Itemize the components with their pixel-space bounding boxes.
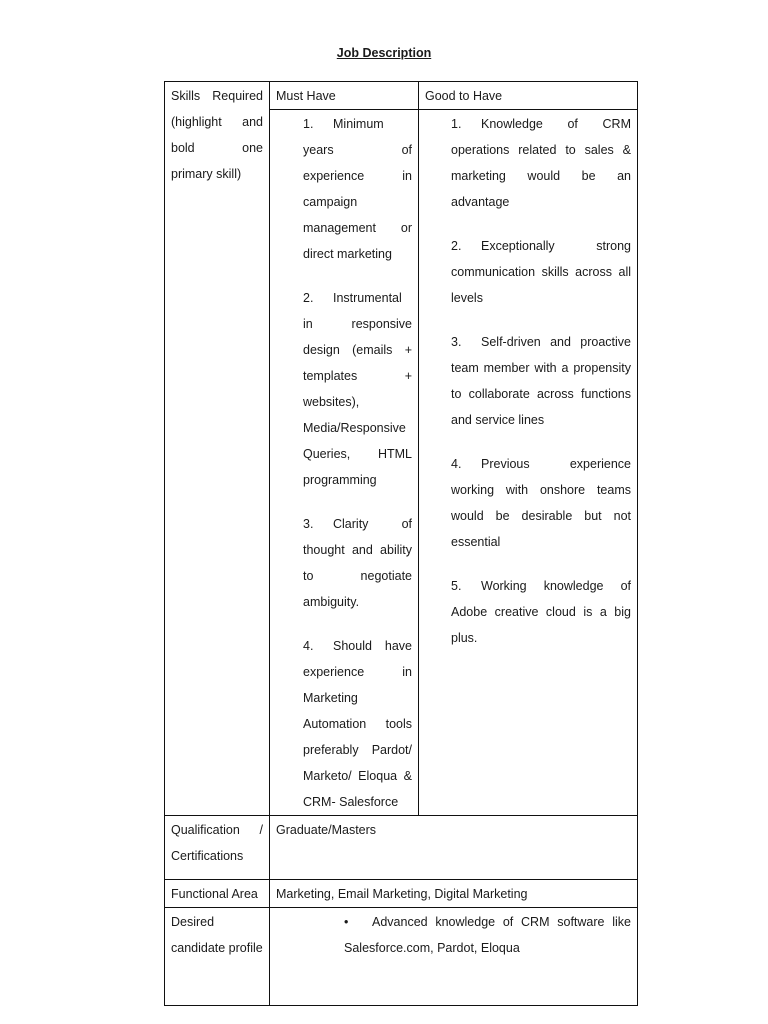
good-to-have-item-number: 3. bbox=[451, 335, 462, 349]
good-to-have-list bbox=[419, 110, 638, 816]
must-have-item-text: Minimum years of experience in campaign management or direct marketing bbox=[303, 117, 412, 261]
document-title: Job Description bbox=[336, 46, 432, 60]
must-have-item-number: 4. bbox=[303, 639, 314, 653]
must-have-item bbox=[303, 511, 412, 615]
good-to-have-item bbox=[451, 329, 631, 433]
desired-profile-label: Desired candidate profile bbox=[165, 908, 270, 1006]
desired-profile-row bbox=[165, 908, 638, 1006]
must-have-item-text: Instrumental in responsive design (emails + templates + websites), Media/Responsive Queries, HTML programming bbox=[303, 291, 412, 487]
good-to-have-item-text: Previous experience working with onshore teams would be desirable but not essential bbox=[451, 457, 631, 549]
good-to-have-item bbox=[451, 451, 631, 555]
skills-row bbox=[165, 82, 638, 110]
skills-required-label: Skills Required (highlight and bold one primary skill) bbox=[165, 82, 270, 816]
must-have-item-number: 3. bbox=[303, 517, 314, 531]
must-have-item bbox=[303, 111, 412, 267]
must-have-item-text: Should have experience in Marketing Automation tools preferably Pardot/ Marketo/ Eloqua & CRM- Salesforce bbox=[303, 639, 412, 809]
must-have-list bbox=[270, 110, 419, 816]
qualification-label: Qualification / Certifications bbox=[165, 816, 270, 880]
must-have-header: Must Have bbox=[270, 82, 419, 110]
good-to-have-header: Good to Have bbox=[419, 82, 638, 110]
good-to-have-item bbox=[451, 233, 631, 311]
must-have-item bbox=[303, 285, 412, 493]
functional-area-row bbox=[165, 880, 638, 908]
good-to-have-item-text: Self-driven and proactive team member with a propensity to collaborate across functions and service lines bbox=[451, 335, 631, 427]
good-to-have-item-number: 2. bbox=[451, 239, 462, 253]
must-have-item-number: 2. bbox=[303, 291, 314, 305]
desired-profile-item bbox=[344, 909, 631, 961]
desired-profile-text: Advanced knowledge of CRM software like Salesforce.com, Pardot, Eloqua bbox=[344, 915, 631, 955]
must-have-item-number: 1. bbox=[303, 117, 314, 131]
good-to-have-item-number: 4. bbox=[451, 457, 462, 471]
desired-profile-value-cell bbox=[270, 908, 638, 1006]
good-to-have-item bbox=[451, 573, 631, 651]
must-have-item bbox=[303, 633, 412, 815]
qualification-value: Graduate/Masters bbox=[270, 816, 638, 880]
functional-area-label: Functional Area bbox=[165, 880, 270, 908]
good-to-have-item-number: 1. bbox=[451, 117, 462, 131]
bullet-icon: • bbox=[344, 915, 349, 929]
good-to-have-item-text: Knowledge of CRM operations related to sales & marketing would be an advantage bbox=[451, 117, 631, 209]
qualification-row bbox=[165, 816, 638, 880]
functional-area-value: Marketing, Email Marketing, Digital Marketing bbox=[270, 880, 638, 908]
good-to-have-item-text: Working knowledge of Adobe creative cloud is a big plus. bbox=[451, 579, 631, 645]
good-to-have-item-text: Exceptionally strong communication skills across all levels bbox=[451, 239, 631, 305]
job-description-table bbox=[164, 81, 638, 1006]
must-have-item-text: Clarity of thought and ability to negotiate ambiguity. bbox=[303, 517, 412, 609]
good-to-have-item-number: 5. bbox=[451, 579, 462, 593]
good-to-have-item bbox=[451, 111, 631, 215]
